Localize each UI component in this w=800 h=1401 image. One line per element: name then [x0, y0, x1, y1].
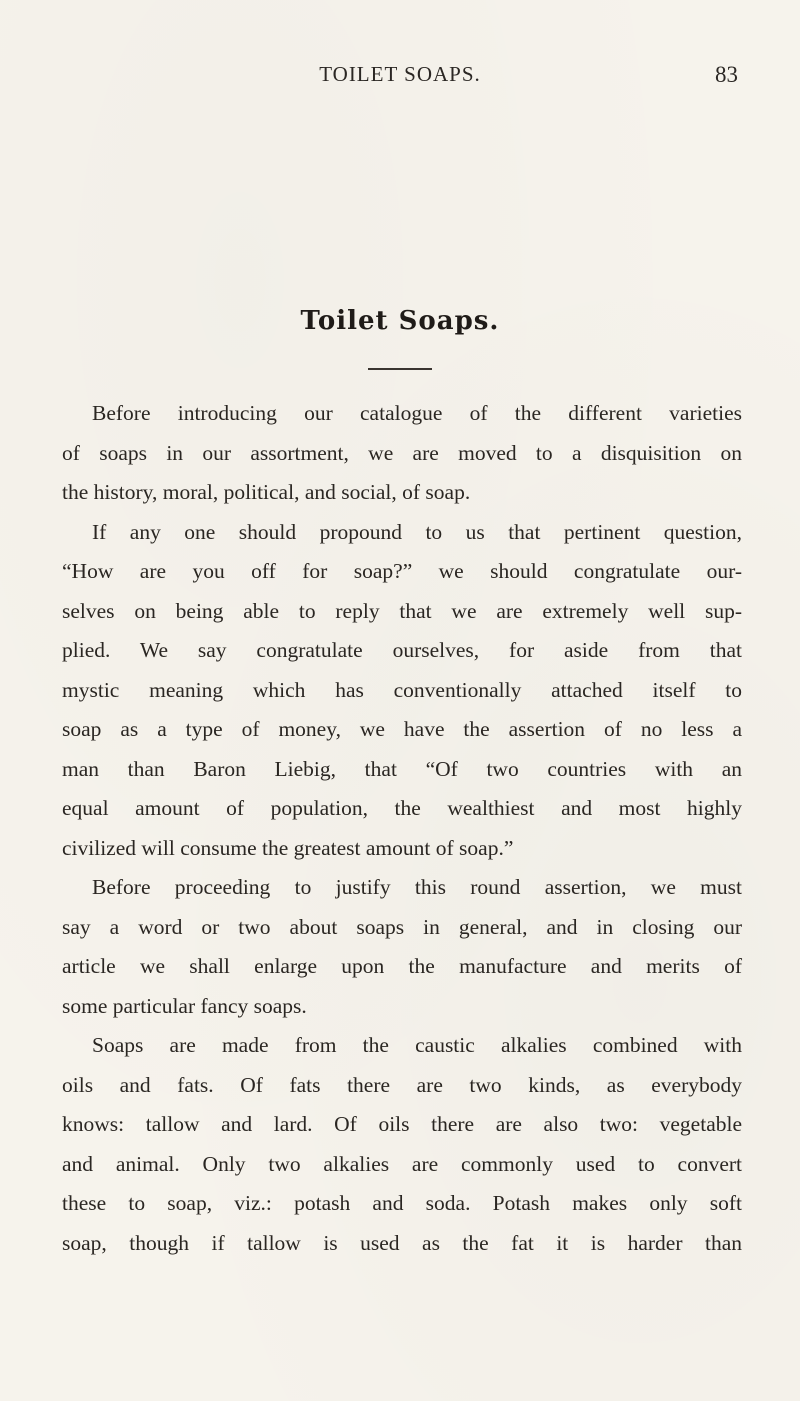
paragraph: [62, 513, 742, 869]
text-line: soap, though if tallow is used as the fat it is harder than: [62, 1230, 742, 1255]
text-line: article we shall enlarge upon the manufacture and merits of: [62, 954, 742, 978]
paragraph: [62, 394, 742, 513]
text-line: these to soap, viz.: potash and soda. Potash makes only soft: [62, 1191, 742, 1215]
page-number: 83: [715, 62, 738, 87]
text-line: If any one should propound to us that pertinent question,: [92, 519, 742, 544]
running-title: TOILET SOAPS.: [319, 62, 481, 86]
text-line: Soaps are made from the caustic alkalies combined with: [92, 1033, 742, 1057]
text-line: of soaps in our assortment, we are moved to a disquisition on: [62, 440, 742, 465]
text-line: say a word or two about soaps in general, and in closing our: [62, 914, 742, 939]
text-line: oils and fats. Of fats there are two kinds, as everybody: [62, 1072, 742, 1097]
text-line: civilized will consume the greatest amount of soap.”: [62, 835, 514, 860]
text-line: selves on being able to reply that we are extremely well sup-: [62, 598, 742, 623]
paragraph: [62, 868, 742, 1026]
text-line: Before introducing our catalogue of the different varieties: [92, 401, 742, 425]
text-line: plied. We say congratulate ourselves, for aside from that: [62, 638, 742, 662]
paragraph: [62, 1026, 742, 1263]
text-line: the history, moral, political, and social, of soap.: [62, 480, 471, 504]
running-head: [0, 62, 800, 96]
text-line: man than Baron Liebig, that “Of two countries with an: [62, 756, 742, 781]
text-line: mystic meaning which has conventionally attached itself to: [62, 677, 742, 702]
text-line: soap as a type of money, we have the assertion of no less a: [62, 717, 742, 741]
text-line: equal amount of population, the wealthiest and most highly: [62, 796, 742, 820]
text-line: knows: tallow and lard. Of oils there are also two: vegetable: [62, 1112, 742, 1136]
text-line: some particular fancy soaps.: [62, 993, 307, 1018]
text-line: Before proceeding to justify this round assertion, we must: [92, 875, 742, 899]
text-line: “How are you off for soap?” we should congratulate our-: [62, 559, 742, 583]
section-heading: Toilet Soaps.: [300, 306, 500, 336]
body-text: [62, 394, 742, 1263]
heading-rule: [368, 368, 432, 370]
text-line: and animal. Only two alkalies are commonly used to convert: [62, 1151, 742, 1176]
